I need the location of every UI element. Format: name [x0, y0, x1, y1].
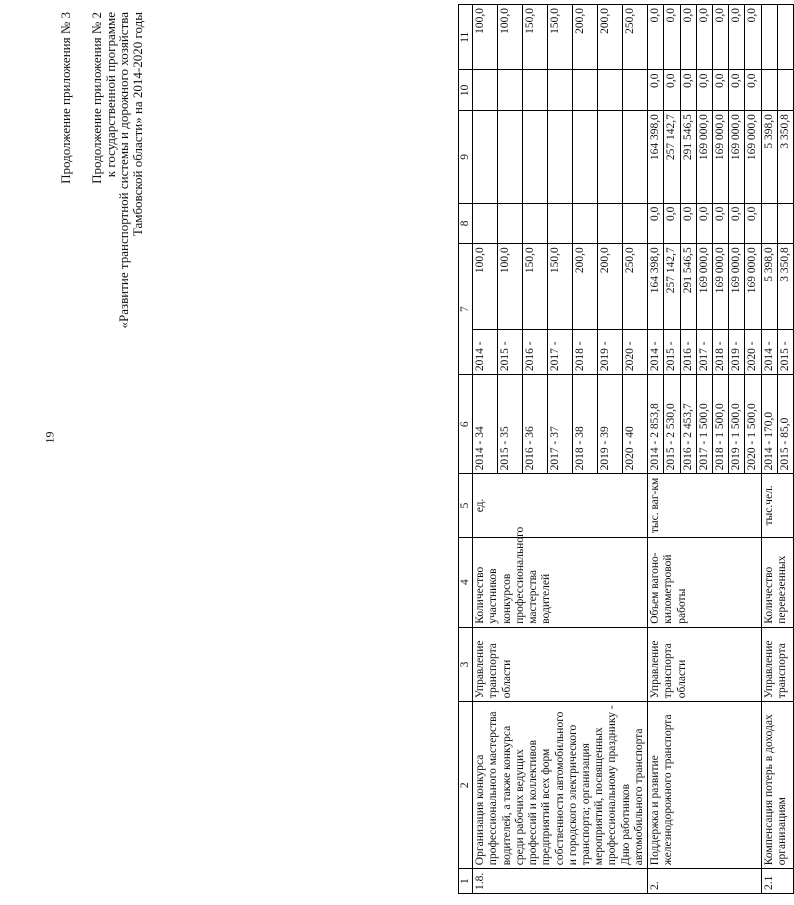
federal-cell: 0,0: [664, 203, 680, 244]
activity-name: Организация конкурса профессионального мастерства водителей, а также конкурса среди рабочих ведущих профессий и коллективов предприятий всех форм собственности автомобильного и городского электрического транспорта; организация мероприятий, посвященных профессиональному празднику - Дню работников автомобильного транспорта: [473, 702, 648, 869]
year-cell: 2018 -: [573, 329, 598, 374]
other-cell: 0,0: [696, 5, 712, 71]
local-cell: [598, 70, 623, 111]
regional-cell: 3 350,8: [777, 111, 793, 204]
indicator-cell: Количество участников конкурсов профессионального мастерства водителей: [473, 537, 648, 627]
total-cell: 291 546,5: [680, 244, 696, 330]
regional-cell: 169 000,0: [729, 111, 745, 204]
regional-cell: 169 000,0: [696, 111, 712, 204]
column-numbers-row: [459, 5, 473, 894]
regional-cell: [548, 111, 573, 204]
year-cell: 2017 -: [548, 329, 573, 374]
total-cell: 5 398,0: [761, 244, 777, 330]
year-cell: 2018 -: [712, 329, 728, 374]
local-cell: 0,0: [680, 70, 696, 111]
regional-cell: 291 546,5: [680, 111, 696, 204]
indicator-value: 2014 - 2 853,8: [648, 375, 664, 474]
regional-cell: 5 398,0: [761, 111, 777, 204]
page-number: 19: [42, 431, 57, 444]
federal-cell: 0,0: [648, 203, 664, 244]
local-cell: 0,0: [696, 70, 712, 111]
header-line: к государственной программе: [102, 12, 118, 178]
total-cell: 169 000,0: [696, 244, 712, 330]
regional-cell: [473, 111, 498, 204]
indicator-cell: Количество перевезенных: [761, 537, 793, 627]
total-cell: 164 398,0: [648, 244, 664, 330]
regional-cell: [598, 111, 623, 204]
indicator-value: 2018 - 1 500,0: [712, 375, 728, 474]
activity-name: Компенсация потерь в доходах организациям: [761, 702, 793, 869]
federal-cell: [761, 203, 777, 244]
table-row: [473, 5, 498, 894]
other-cell: 150,0: [548, 5, 573, 71]
regional-cell: [623, 111, 648, 204]
other-cell: 200,0: [598, 5, 623, 71]
year-cell: 2020 -: [623, 329, 648, 374]
indicator-value: 2015 - 85,0: [777, 375, 793, 474]
year-cell: 2019 -: [729, 329, 745, 374]
col-header: 9: [459, 111, 473, 204]
local-cell: [573, 70, 598, 111]
col-header: 2: [459, 702, 473, 869]
total-cell: 150,0: [523, 244, 548, 330]
federal-cell: 0,0: [729, 203, 745, 244]
total-cell: 169 000,0: [729, 244, 745, 330]
row-number: 2.1: [761, 869, 793, 894]
col-header: 7: [459, 244, 473, 375]
other-cell: [777, 5, 793, 71]
unit-cell: тыс. ваг-км: [648, 474, 762, 537]
program-header: [90, 12, 145, 328]
local-cell: [473, 70, 498, 111]
col-header: 5: [459, 474, 473, 537]
local-cell: [498, 70, 523, 111]
col-header: 6: [459, 375, 473, 474]
local-cell: 0,0: [648, 70, 664, 111]
table-row: [761, 5, 777, 894]
total-cell: 169 000,0: [745, 244, 761, 330]
other-cell: 0,0: [648, 5, 664, 71]
federal-cell: [573, 203, 598, 244]
indicator-value: 2016 - 2 453,7: [680, 375, 696, 474]
executor-cell: Управление транспорта: [761, 627, 793, 701]
total-cell: 200,0: [598, 244, 623, 330]
local-cell: [523, 70, 548, 111]
activity-name: Поддержка и развитие железнодорожного транспорта: [648, 702, 762, 869]
federal-cell: 0,0: [712, 203, 728, 244]
year-cell: 2015 -: [498, 329, 523, 374]
federal-cell: [548, 203, 573, 244]
year-cell: 2014 -: [761, 329, 777, 374]
col-header: 1: [459, 869, 473, 894]
regional-cell: 164 398,0: [648, 111, 664, 204]
other-cell: [761, 5, 777, 71]
row-number: 1.8.: [473, 869, 648, 894]
total-cell: 100,0: [498, 244, 523, 330]
other-cell: 0,0: [745, 5, 761, 71]
regional-cell: 169 000,0: [712, 111, 728, 204]
total-cell: 200,0: [573, 244, 598, 330]
total-cell: 250,0: [623, 244, 648, 330]
continuation-title: Продолжение приложения № 3: [58, 12, 73, 184]
local-cell: 0,0: [712, 70, 728, 111]
local-cell: [548, 70, 573, 111]
year-cell: 2014 -: [473, 329, 498, 374]
indicator-value: 2017 - 1 500,0: [696, 375, 712, 474]
local-cell: 0,0: [745, 70, 761, 111]
col-header: 4: [459, 537, 473, 627]
federal-cell: 0,0: [696, 203, 712, 244]
federal-cell: [498, 203, 523, 244]
indicator-value: 2016 - 36: [523, 375, 548, 474]
local-cell: [777, 70, 793, 111]
local-cell: [761, 70, 777, 111]
unit-cell: тыс.чел.: [761, 474, 793, 537]
header-line: Тамбовской области» на 2014-2020 годы: [129, 12, 145, 237]
program-table: [458, 4, 794, 894]
indicator-value: 2020 - 1 500,0: [745, 375, 761, 474]
total-cell: 257 142,7: [664, 244, 680, 330]
other-cell: 0,0: [680, 5, 696, 71]
regional-cell: [498, 111, 523, 204]
header-line: «Развитие транспортной системы и дорожного хозяйства: [116, 12, 132, 329]
header-line: Продолжение приложения № 2: [89, 12, 104, 184]
other-cell: 100,0: [498, 5, 523, 71]
year-cell: 2014 -: [648, 329, 664, 374]
total-cell: 3 350,8: [777, 244, 793, 330]
year-cell: 2015 -: [777, 329, 793, 374]
other-cell: 250,0: [623, 5, 648, 71]
local-cell: [623, 70, 648, 111]
other-cell: 0,0: [712, 5, 728, 71]
indicator-value: 2015 - 2 530,0: [664, 375, 680, 474]
year-cell: 2020 -: [745, 329, 761, 374]
regional-cell: 169 000,0: [745, 111, 761, 204]
other-cell: 0,0: [729, 5, 745, 71]
total-cell: 100,0: [473, 244, 498, 330]
unit-cell: ед.: [473, 474, 648, 537]
col-header: 11: [459, 5, 473, 71]
regional-cell: 257 142,7: [664, 111, 680, 204]
other-cell: 0,0: [664, 5, 680, 71]
other-cell: 200,0: [573, 5, 598, 71]
year-cell: 2017 -: [696, 329, 712, 374]
table-row: [648, 5, 664, 894]
federal-cell: [473, 203, 498, 244]
total-cell: 169 000,0: [712, 244, 728, 330]
indicator-value: 2017 - 37: [548, 375, 573, 474]
other-cell: 150,0: [523, 5, 548, 71]
local-cell: 0,0: [664, 70, 680, 111]
col-header: 10: [459, 70, 473, 111]
year-cell: 2016 -: [523, 329, 548, 374]
regional-cell: [573, 111, 598, 204]
indicator-value: 2020 - 40: [623, 375, 648, 474]
col-header: 8: [459, 203, 473, 244]
federal-cell: [777, 203, 793, 244]
other-cell: 100,0: [473, 5, 498, 71]
col-header: 3: [459, 627, 473, 701]
row-number: 2.: [648, 869, 762, 894]
indicator-value: 2019 - 39: [598, 375, 623, 474]
indicator-cell: Объем вагоно-километровой работы: [648, 537, 762, 627]
indicator-value: 2019 - 1 500,0: [729, 375, 745, 474]
indicator-value: 2015 - 35: [498, 375, 523, 474]
indicator-value: 2014 - 170,0: [761, 375, 777, 474]
indicator-value: 2018 - 38: [573, 375, 598, 474]
year-cell: 2015 -: [664, 329, 680, 374]
executor-cell: Управление транспорта области: [648, 627, 762, 701]
regional-cell: [523, 111, 548, 204]
federal-cell: 0,0: [745, 203, 761, 244]
year-cell: 2016 -: [680, 329, 696, 374]
local-cell: 0,0: [729, 70, 745, 111]
federal-cell: 0,0: [680, 203, 696, 244]
total-cell: 150,0: [548, 244, 573, 330]
year-cell: 2019 -: [598, 329, 623, 374]
federal-cell: [523, 203, 548, 244]
federal-cell: [598, 203, 623, 244]
executor-cell: Управление транспорта области: [473, 627, 648, 701]
indicator-value: 2014 - 34: [473, 375, 498, 474]
federal-cell: [623, 203, 648, 244]
